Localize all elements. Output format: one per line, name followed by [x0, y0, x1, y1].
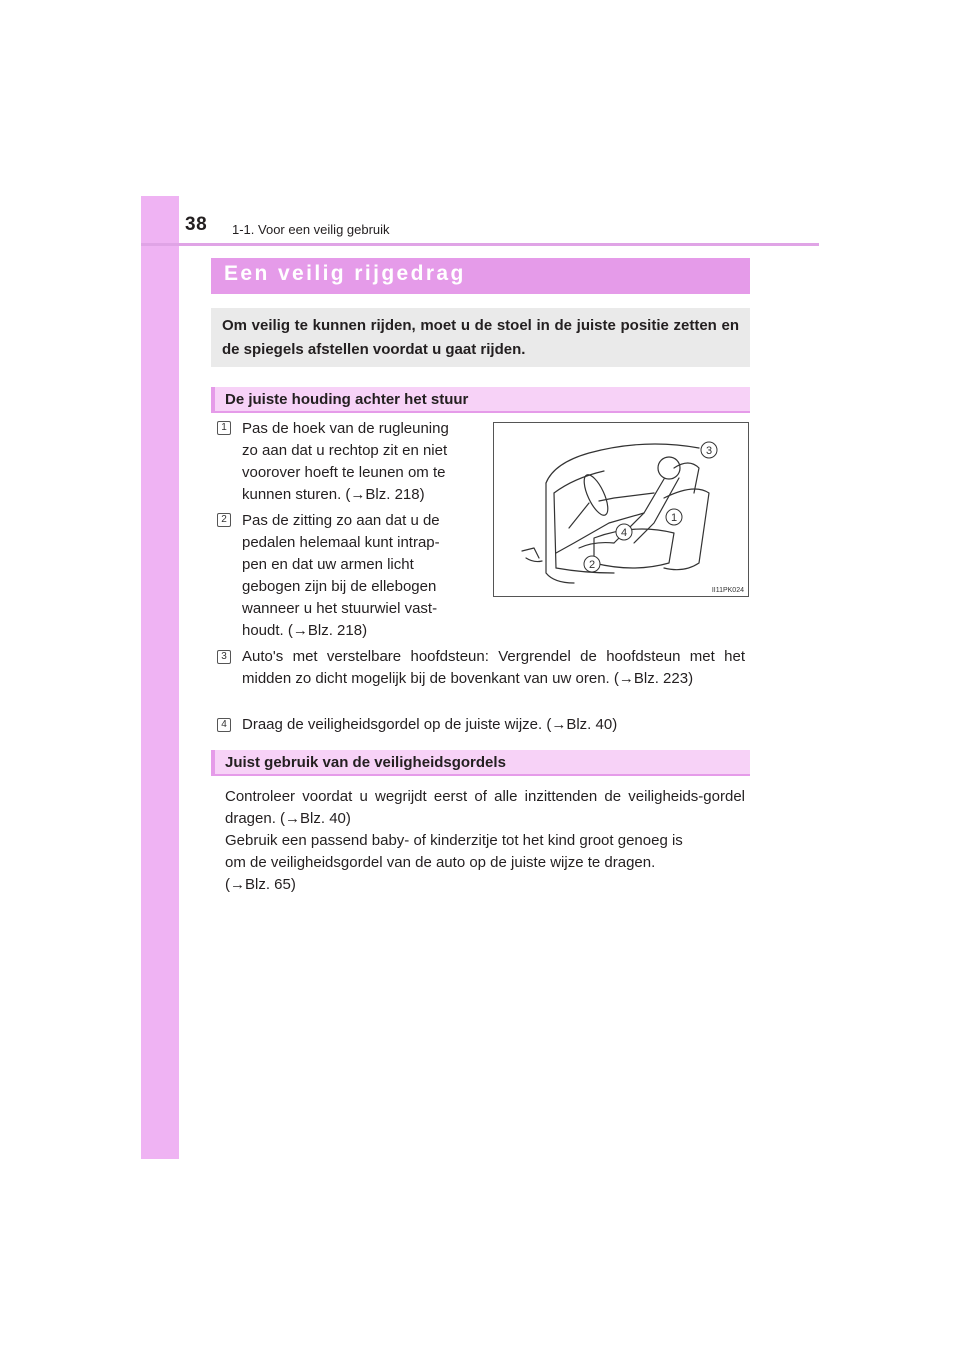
text-line: houdt. (→Blz. 218)	[242, 622, 368, 639]
callout-3: 3	[705, 445, 713, 457]
text-line: kunnen sturen. (→Blz. 218)	[242, 486, 425, 503]
text-line: zo aan dat u rechtop zit en niet	[242, 442, 448, 459]
seating-position-illustration	[493, 422, 749, 597]
text-line: (→Blz. 65)	[225, 876, 296, 893]
text-line: voorover hoeft te leunen om te	[242, 464, 446, 481]
text-line: Pas de hoek van de rugleuning	[242, 420, 449, 437]
title-bar	[211, 258, 750, 294]
header-rule	[141, 243, 819, 246]
section-path: 1-1. Voor een veilig gebruik	[232, 222, 390, 237]
item-number-2: 2	[217, 513, 231, 527]
text-line: wanneer u het stuurwiel vast-	[242, 600, 438, 617]
callout-1: 1	[670, 512, 678, 524]
callout-4: 4	[620, 527, 628, 539]
item-number-4: 4	[217, 718, 231, 732]
item-1-text	[242, 418, 482, 506]
page-title: Een veilig rijgedrag	[224, 262, 466, 285]
item-2-text	[242, 510, 482, 642]
intro-text: Om veilig te kunnen rijden, moet u de stoel in de juiste positie zetten en de spiegels afstellen voordat u gaat rijden.	[222, 317, 739, 358]
text-line: gebogen zijn bij de ellebogen	[242, 578, 437, 595]
item-number-3: 3	[217, 650, 231, 664]
section-heading-seatbelts-label: Juist gebruik van de veiligheidsgordels	[225, 754, 506, 771]
seatbelt-paragraph-2	[225, 830, 745, 896]
section-heading-seatbelts	[211, 750, 750, 776]
text-line: pedalen helemaal kunt intrap-	[242, 534, 440, 551]
item-3-text: Auto's met verstelbare hoofdsteun: Vergrendel de hoofdsteun met het midden zo dicht mogelijk bij de bovenkant van uw oren. (→Blz. 223)	[242, 648, 745, 687]
illustration-code: II11PK024	[711, 587, 744, 594]
text-line: Pas de zitting zo aan dat u de	[242, 512, 440, 529]
text-line: Gebruik een passend baby- of kinderzitje tot het kind groot genoeg is	[225, 832, 683, 849]
callout-2: 2	[588, 559, 596, 571]
side-strip	[141, 196, 179, 1159]
seatbelt-paragraph-1: Controleer voordat u wegrijdt eerst of alle inzittenden de veiligheids-gordel dragen. (→Blz. 40)	[225, 788, 745, 827]
text-line: om de veiligheidsgordel van de auto op de juiste wijze te dragen.	[225, 854, 656, 871]
section-heading-posture	[211, 387, 750, 413]
driver-posture-drawing	[494, 423, 748, 596]
text-line: pen en dat uw armen licht	[242, 556, 414, 573]
item-4-text: Draag de veiligheidsgordel op de juiste wijze. (→Blz. 40)	[242, 716, 618, 733]
section-heading-posture-label: De juiste houding achter het stuur	[225, 391, 469, 408]
item-number-1: 1	[217, 421, 231, 435]
intro-box	[211, 308, 750, 367]
page-number: 38	[185, 214, 208, 235]
